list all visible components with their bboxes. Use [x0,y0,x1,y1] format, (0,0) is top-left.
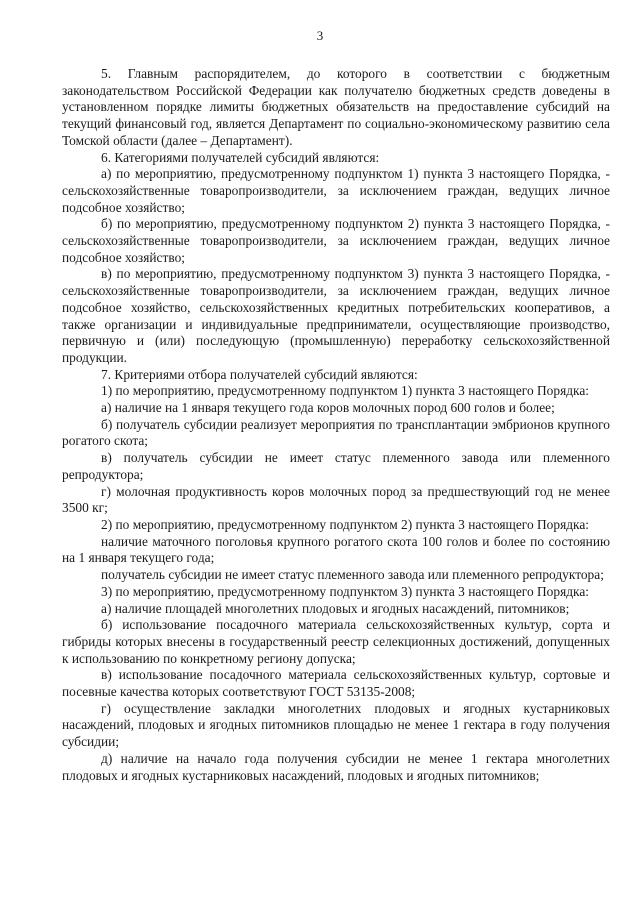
paragraph-7-2-livestock: наличие маточного поголовья крупного рогатого скота 100 голов и более по состоянию на 1 января текущего года; [62,533,610,566]
page-number: 3 [316,28,324,43]
paragraph-6b: б) по мероприятию, предусмотренному подпунктом 2) пункта 3 настоящего Порядка, - сельскохозяйственные товаропроизводители, за исключением граждан, ведущих личное подсобное хозяйство; [62,216,610,265]
paragraph-6a: а) по мероприятию, предусмотренному подпунктом 1) пункта 3 настоящего Порядка, - сельскохозяйственные товаропроизводители, за исключением граждан, ведущих личное подсобное хозяйство; [62,166,610,215]
paragraph-7-3a: а) наличие площадей многолетних плодовых и ягодных насаждений, питомников; [101,600,570,616]
paragraph-7-3d: д) наличие на начало года получения субсидии не менее 1 гектара многолетних плодовых и ягодных кустарниковых насаждений, плодовых и ягодных питомников; [62,750,610,783]
paragraph-7-2-status: получатель субсидии не имеет статус племенного завода или племенного репродуктора; [101,567,604,583]
paragraph-6-recipient-categories: 6. Категориями получателей субсидий являются: [101,149,380,165]
paragraph-7-3v: в) использование посадочного материала сельскохозяйственных культур, сортовые и посевные качества которых соответствуют ГОСТ 53135-2008; [62,667,610,700]
paragraph-7-1: 1) по мероприятию, предусмотренному подпунктом 1) пункта 3 настоящего Порядка: [101,383,590,399]
paragraph-5-chief-administrator: 5. Главным распорядителем, до которого в соответствии с бюджетным законодательством Российской Федерации как получателю бюджетных средств доведены в установленном порядке лимиты бюджетных обязательств на предоставление субсидий на текущий финансовый год, является Департамент по социально-экономическому развитию села Томской области (далее – Департамент). [62,66,610,148]
paragraph-7-1b: б) получатель субсидии реализует мероприятия по трансплантации эмбрионов крупного рогатого скота; [62,416,610,449]
paragraph-7-1g: г) молочная продуктивность коров молочных пород за предшествующий год не менее 3500 кг; [62,483,610,516]
paragraph-7-3g: г) осуществление закладки многолетних плодовых и ягодных кустарниковых насаждений, плодовых и ягодных питомников площадью не менее 1 гектара в году получения субсидии; [62,700,610,750]
paragraph-7-selection-criteria: 7. Критериями отбора получателей субсидий являются: [101,366,418,382]
paragraph-7-1v: в) получатель субсидии не имеет статус племенного завода или племенного репродуктора; [62,450,610,482]
document-body [62,66,610,784]
paragraph-7-1a: а) наличие на 1 января текущего года коров молочных пород 600 голов и более; [101,400,555,416]
paragraph-7-3b: б) использование посадочного материала сельскохозяйственных культур, сорта и гибриды которых внесены в государственный реестр селекционных достижений, допущенных к использованию по конкретному региону допуска; [62,617,610,666]
paragraph-6v: в) по мероприятию, предусмотренному подпунктом 3) пункта 3 настоящего Порядка, - сельскохозяйственные товаропроизводители, за исключением граждан, ведущих личное подсобное хозяйство, сельскохозяйственных кредитных потребительских кооперативов, а также организации и индивидуальные предприниматели, осуществляющие производство, первичную и (или) последующую (промышленную) переработку сельскохозяйственной продукции. [62,266,610,365]
paragraph-7-2: 2) по мероприятию, предусмотренному подпунктом 2) пункта 3 настоящего Порядка: [101,516,590,532]
paragraph-7-3: 3) по мероприятию, предусмотренному подпунктом 3) пункта 3 настоящего Порядка: [101,583,590,599]
